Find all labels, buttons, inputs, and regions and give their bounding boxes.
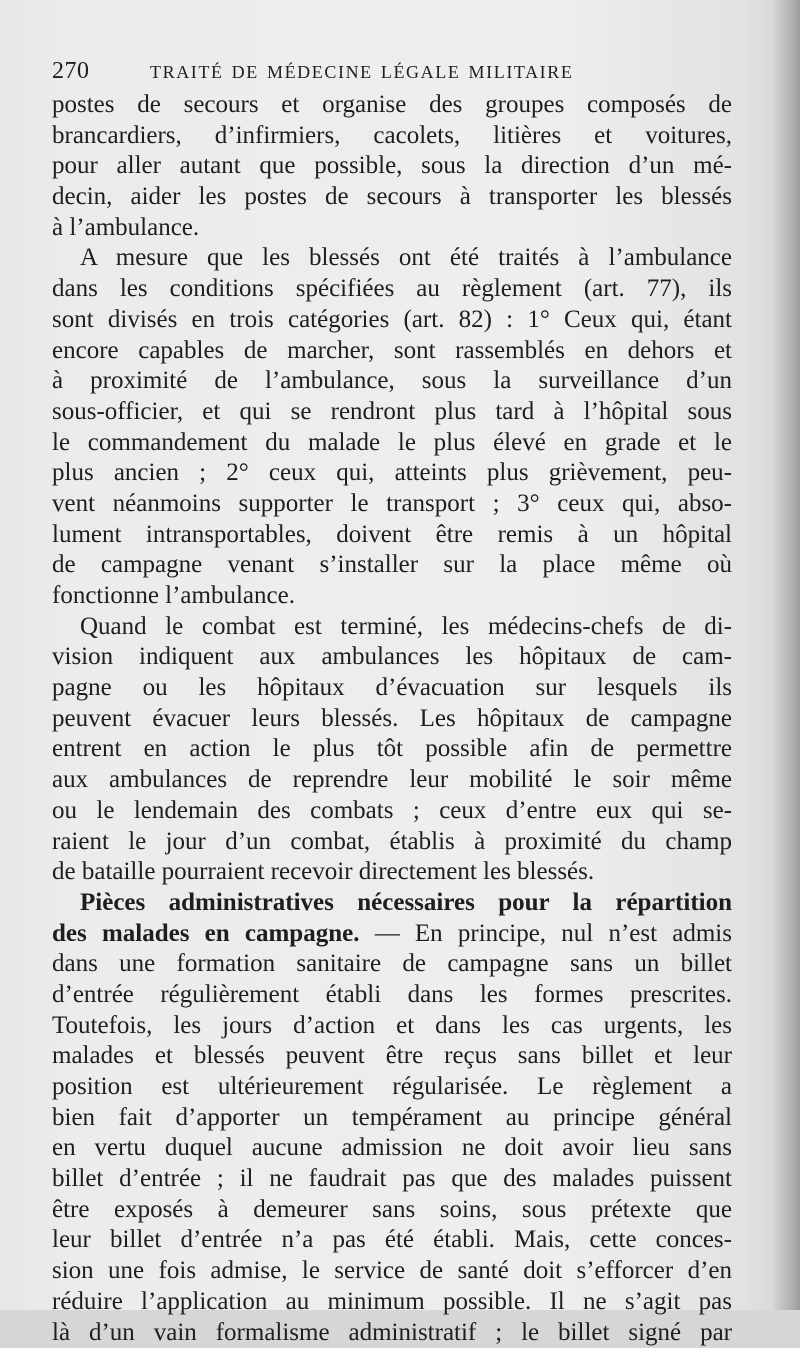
section-heading: des malades en campagne. bbox=[52, 920, 359, 947]
line-text: d’entrée régulièrement établi dans les formes prescrites. bbox=[52, 981, 732, 1008]
text-line bbox=[52, 765, 732, 796]
line-text: brancardiers, d’infirmiers, cacolets, litières et voitures, bbox=[52, 122, 732, 149]
text-line bbox=[52, 796, 732, 827]
text-line bbox=[52, 397, 732, 428]
line-text: peuvent évacuer leurs blessés. Les hôpitaux de campagne bbox=[52, 705, 732, 732]
page-header bbox=[52, 52, 742, 92]
line-text: dans une formation sanitaire de campagne sans un billet bbox=[52, 950, 732, 977]
line-text: raient le jour d’un combat, établis à proximité du champ bbox=[52, 828, 732, 855]
text-line bbox=[52, 1103, 732, 1134]
line-text: le commandement du malade le plus élevé en grade et le bbox=[52, 429, 732, 456]
text-line bbox=[52, 520, 732, 551]
line-text: plus ancien ; 2° ceux qui, atteints plus grièvement, peu- bbox=[52, 459, 732, 486]
text-line bbox=[52, 581, 732, 612]
text-line bbox=[52, 1011, 732, 1042]
text-line bbox=[52, 366, 732, 397]
line-text: là d’un vain formalisme administratif ; le billet signé par bbox=[52, 1319, 732, 1346]
line-text: billet d’entrée ; il ne faudrait pas que des malades puissent bbox=[52, 1165, 732, 1192]
text-line bbox=[52, 458, 732, 489]
line-text: encore capables de marcher, sont rassemblés en dehors et bbox=[52, 337, 732, 364]
text-line bbox=[52, 919, 732, 950]
line-text: fonctionne l’ambulance. bbox=[52, 582, 295, 609]
line-text: Quand le combat est terminé, les médecins-chefs de di- bbox=[80, 613, 732, 640]
text-line bbox=[52, 182, 732, 213]
page-number: 270 bbox=[52, 58, 90, 85]
line-text: ou le lendemain des combats ; ceux d’entre eux qui se- bbox=[52, 797, 732, 824]
line-text: dans les conditions spécifiées au règlement (art. 77), ils bbox=[52, 275, 732, 302]
line-text: postes de secours et organise des groupes composés de bbox=[52, 91, 732, 118]
text-line bbox=[52, 151, 732, 182]
line-text: lument intransportables, doivent être remis à un hôpital bbox=[52, 521, 732, 548]
running-title: TRAITÉ DE MÉDECINE LÉGALE MILITAIRE bbox=[150, 62, 573, 83]
line-text: — En principe, nul n’est admis bbox=[359, 920, 732, 947]
line-text: position est ultérieurement régularisée. Le règlement a bbox=[52, 1073, 732, 1100]
text-line bbox=[52, 1041, 732, 1072]
text-line bbox=[52, 1318, 732, 1348]
text-line bbox=[52, 704, 732, 735]
text-line bbox=[52, 428, 732, 459]
text-line bbox=[52, 734, 732, 765]
text-line bbox=[52, 489, 732, 520]
line-text: être exposés à demeurer sans soins, sous prétexte que bbox=[52, 1196, 732, 1223]
text-line bbox=[52, 121, 732, 152]
text-line bbox=[52, 1072, 732, 1103]
line-text: de campagne venant s’installer sur la place même où bbox=[52, 551, 732, 578]
text-line bbox=[52, 305, 732, 336]
line-text: pagne ou les hôpitaux d’évacuation sur lesquels ils bbox=[52, 674, 732, 701]
text-line bbox=[52, 827, 732, 858]
body-text bbox=[52, 90, 732, 1348]
line-text: aux ambulances de reprendre leur mobilité le soir même bbox=[52, 766, 732, 793]
text-line bbox=[52, 336, 732, 367]
text-line bbox=[52, 612, 732, 643]
text-line bbox=[52, 1133, 732, 1164]
text-line bbox=[52, 213, 732, 244]
line-text: sont divisés en trois catégories (art. 82) : 1° Ceux qui, étant bbox=[52, 306, 732, 333]
line-text: vision indiquent aux ambulances les hôpitaux de cam- bbox=[52, 643, 732, 670]
line-text: entrent en action le plus tôt possible afin de permettre bbox=[52, 735, 732, 762]
line-text: pour aller autant que possible, sous la direction d’un mé- bbox=[52, 152, 732, 179]
text-line bbox=[52, 949, 732, 980]
line-text: à l’ambulance. bbox=[52, 214, 199, 241]
line-text: leur billet d’entrée n’a pas été établi. Mais, cette conces- bbox=[52, 1226, 732, 1253]
text-line bbox=[52, 1225, 732, 1256]
line-text: sion une fois admise, le service de santé doit s’efforcer d’en bbox=[52, 1257, 732, 1284]
section-heading: Pièces administratives nécessaires pour la répartition bbox=[80, 889, 732, 916]
line-text: bien fait d’apporter un tempérament au principe général bbox=[52, 1104, 732, 1131]
line-text: en vertu duquel aucune admission ne doit avoir lieu sans bbox=[52, 1134, 732, 1161]
line-text: decin, aider les postes de secours à transporter les blessés bbox=[52, 183, 732, 210]
line-text: réduire l’application au minimum possible. Il ne s’agit pas bbox=[52, 1288, 732, 1315]
text-line bbox=[52, 1164, 732, 1195]
line-text: sous-officier, et qui se rendront plus tard à l’hôpital sous bbox=[52, 398, 732, 425]
text-line bbox=[52, 642, 732, 673]
line-text: à proximité de l’ambulance, sous la surveillance d’un bbox=[52, 367, 732, 394]
text-line bbox=[52, 274, 732, 305]
text-line bbox=[52, 1256, 732, 1287]
text-line bbox=[52, 1195, 732, 1226]
line-text: malades et blessés peuvent être reçus sans billet et leur bbox=[52, 1042, 732, 1069]
line-text: vent néanmoins supporter le transport ; 3° ceux qui, abso- bbox=[52, 490, 732, 517]
text-line bbox=[52, 243, 732, 274]
text-line bbox=[52, 673, 732, 704]
text-line bbox=[52, 980, 732, 1011]
text-line bbox=[52, 1287, 732, 1318]
page-gutter-shadow bbox=[772, 0, 800, 1310]
text-line bbox=[52, 90, 732, 121]
line-text: Toutefois, les jours d’action et dans les cas urgents, les bbox=[52, 1012, 732, 1039]
line-text: de bataille pourraient recevoir directement les blessés. bbox=[52, 858, 594, 885]
text-line bbox=[52, 888, 732, 919]
text-line bbox=[52, 857, 732, 888]
text-line bbox=[52, 550, 732, 581]
line-text: A mesure que les blessés ont été traités à l’ambulance bbox=[80, 244, 732, 271]
